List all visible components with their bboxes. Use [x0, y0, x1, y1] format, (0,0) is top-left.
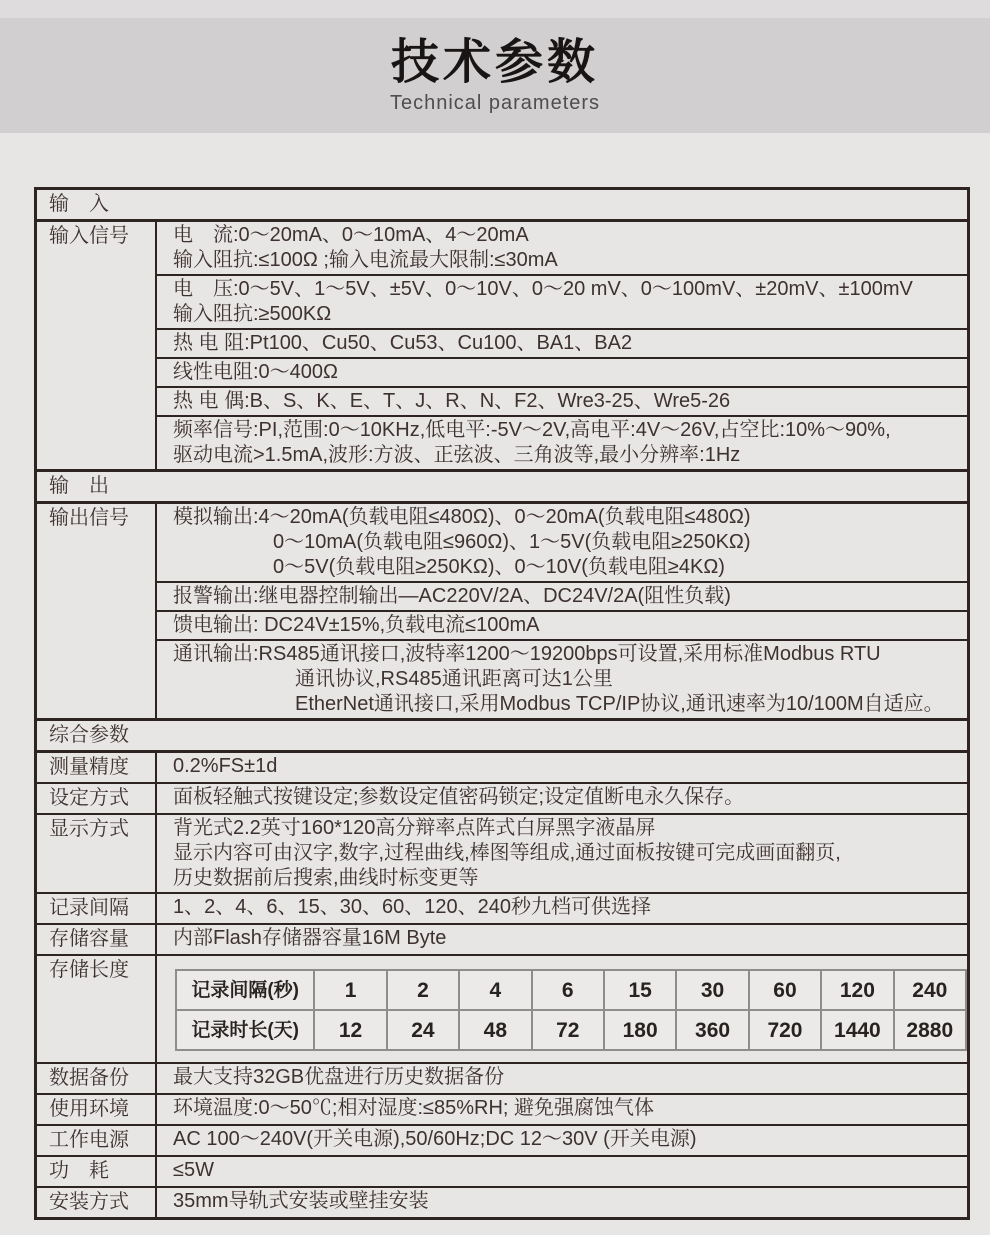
section-label: 综合参数 — [49, 724, 129, 746]
content — [0, 133, 990, 1220]
spec-line: 热 电 偶:B、S、K、E、T、J、R、N、F2、Wre3-25、Wre5-26 — [173, 390, 731, 412]
spec-label: 输出信号 — [37, 504, 157, 718]
spec-label: 设定方式 — [37, 784, 157, 813]
spec-line: 背光式2.2英寸160*120高分辩率点阵式白屏黑字液晶屏 — [173, 817, 656, 839]
spec-value — [157, 815, 967, 892]
spec-value — [157, 894, 967, 923]
section-row — [37, 469, 967, 501]
spec-line: 通讯协议,RS485通讯距离可达1公里 — [295, 668, 613, 690]
spec-line: 报警输出:继电器控制输出—AC220V/2A、DC24V/2A(阻性负载) — [173, 585, 731, 607]
spec-subrow — [157, 581, 967, 610]
storage-table-row — [176, 1010, 966, 1050]
spec-line: 线性电阻:0～400Ω — [173, 361, 338, 383]
spec-subrow — [157, 386, 967, 415]
page-subtitle: Technical parameters — [389, 92, 601, 114]
spec-value — [157, 1157, 967, 1186]
spec-label: 输入信号 — [37, 222, 157, 469]
spec-line: 0～10mA(负载电阻≤960Ω)、1～5V(负载电阻≥250KΩ) — [273, 531, 751, 553]
storage-cell: 72 — [532, 1010, 604, 1050]
spec-label: 功 耗 — [37, 1157, 157, 1186]
spec-row — [37, 892, 967, 923]
spec-row — [37, 813, 967, 892]
storage-cell: 2880 — [894, 1010, 966, 1050]
spec-label: 存储长度 — [37, 956, 157, 1062]
storage-cell: 4 — [459, 970, 531, 1010]
spec-line: 0～5V(负载电阻≥250KΩ)、0～10V(负载电阻≥4KΩ) — [273, 556, 725, 578]
subrow-wrap — [157, 504, 967, 718]
spec-subrow — [157, 274, 967, 328]
storage-row-header: 记录时长(天) — [176, 1010, 314, 1050]
spec-subrow — [157, 357, 967, 386]
section-row — [37, 718, 967, 750]
spec-value — [157, 1126, 967, 1155]
spec-row — [37, 1124, 967, 1155]
storage-table-row — [176, 970, 966, 1010]
subrow-wrap — [157, 222, 967, 469]
spec-line: 输入阻抗:≥500KΩ — [173, 303, 332, 325]
spec-row — [37, 1186, 967, 1217]
spec-row — [37, 219, 967, 469]
spec-table — [34, 187, 970, 1220]
spec-line: AC 100～240V(开关电源),50/60Hz;DC 12～30V (开关电源) — [173, 1128, 697, 1150]
spec-subrow — [157, 610, 967, 639]
spec-line: 环境温度:0～50℃;相对湿度:≤85%RH; 避免强腐蚀气体 — [173, 1097, 655, 1119]
storage-cell: 12 — [314, 1010, 386, 1050]
spec-label: 安装方式 — [37, 1188, 157, 1217]
storage-cell: 15 — [604, 970, 676, 1010]
spec-line: ≤5W — [173, 1159, 214, 1181]
section-row — [37, 190, 967, 219]
storage-table — [175, 969, 967, 1051]
spec-line: 电 流:0～20mA、0～10mA、4～20mA — [173, 224, 529, 246]
spec-row — [37, 1062, 967, 1093]
page-title: 技术参数 — [390, 36, 599, 89]
title-band — [0, 18, 990, 133]
spec-label: 数据备份 — [37, 1064, 157, 1093]
spec-line: 1、2、4、6、15、30、60、120、240秒九档可供选择 — [173, 896, 651, 918]
storage-cell: 360 — [676, 1010, 748, 1050]
spec-value — [157, 1095, 967, 1124]
spec-line: 模拟输出:4～20mA(负载电阻≤480Ω)、0～20mA(负载电阻≤480Ω) — [173, 506, 751, 528]
storage-cell: 24 — [387, 1010, 459, 1050]
spec-row — [37, 782, 967, 813]
spec-value — [157, 504, 967, 718]
spec-line: 驱动电流>1.5mA,波形:方波、正弦波、三角波等,最小分辨率:1Hz — [173, 444, 741, 466]
spec-line: 电 压:0～5V、1～5V、±5V、0～10V、0～20 mV、0～100mV、±20mV、±100mV — [173, 278, 913, 300]
spec-line: 馈电输出: DC24V±15%,负载电流≤100mA — [173, 614, 540, 636]
spec-subrow — [157, 222, 967, 274]
spec-line: 频率信号:PI,范围:0～10KHz,低电平:-5V～2V,高电平:4V～26V,占空比:10%～90%, — [173, 419, 891, 441]
spec-line: 输入阻抗:≤100Ω ;输入电流最大限制:≤30mA — [173, 249, 558, 271]
top-strip — [0, 0, 990, 18]
spec-label: 显示方式 — [37, 815, 157, 892]
section-label: 输 入 — [49, 193, 109, 215]
storage-cell: 60 — [749, 970, 821, 1010]
spec-label: 测量精度 — [37, 753, 157, 782]
storage-cell: 1440 — [821, 1010, 893, 1050]
spec-line: 通讯输出:RS485通讯接口,波特率1200～19200bps可设置,采用标准Modbus RTU — [173, 643, 881, 665]
spec-row — [37, 750, 967, 782]
spec-row — [37, 954, 967, 1062]
spec-row — [37, 1093, 967, 1124]
storage-cell: 180 — [604, 1010, 676, 1050]
storage-cell: 240 — [894, 970, 966, 1010]
storage-cell: 30 — [676, 970, 748, 1010]
spec-value — [157, 925, 967, 954]
spec-value — [157, 1064, 967, 1093]
spec-value — [157, 222, 967, 469]
storage-cell: 720 — [749, 1010, 821, 1050]
spec-subrow — [157, 328, 967, 357]
storage-cell: 1 — [314, 970, 386, 1010]
spec-label: 存储容量 — [37, 925, 157, 954]
storage-cell: 48 — [459, 1010, 531, 1050]
spec-row — [37, 501, 967, 718]
spec-label: 记录间隔 — [37, 894, 157, 923]
spec-line: 历史数据前后搜索,曲线时标变更等 — [173, 867, 479, 889]
spec-label: 工作电源 — [37, 1126, 157, 1155]
spec-line: 面板轻触式按键设定;参数设定值密码锁定;设定值断电永久保存。 — [173, 786, 745, 808]
spec-row — [37, 1155, 967, 1186]
spec-value — [157, 1188, 967, 1217]
spec-line: EtherNet通讯接口,采用Modbus TCP/IP协议,通讯速率为10/100M自适应。 — [295, 693, 944, 715]
spec-subrow — [157, 504, 967, 581]
storage-row-header: 记录间隔(秒) — [176, 970, 314, 1010]
spec-line: 最大支持32GB优盘进行历史数据备份 — [173, 1066, 505, 1088]
spec-subrow — [157, 415, 967, 469]
spec-label: 使用环境 — [37, 1095, 157, 1124]
spec-value — [157, 753, 967, 782]
spec-line: 显示内容可由汉字,数字,过程曲线,棒图等组成,通过面板按键可完成画面翻页, — [173, 842, 841, 864]
section-label: 输 出 — [49, 475, 109, 497]
storage-cell: 120 — [821, 970, 893, 1010]
spec-value — [157, 956, 967, 1062]
spec-value — [157, 784, 967, 813]
spec-row — [37, 923, 967, 954]
spec-line: 内部Flash存储器容量16M Byte — [173, 927, 447, 949]
spec-line: 热 电 阻:Pt100、Cu50、Cu53、Cu100、BA1、BA2 — [173, 332, 633, 354]
spec-subrow — [157, 639, 967, 718]
spec-line: 0.2%FS±1d — [173, 755, 278, 777]
storage-cell: 6 — [532, 970, 604, 1010]
spec-line: 35mm导轨式安装或壁挂安装 — [173, 1190, 429, 1212]
storage-cell: 2 — [387, 970, 459, 1010]
